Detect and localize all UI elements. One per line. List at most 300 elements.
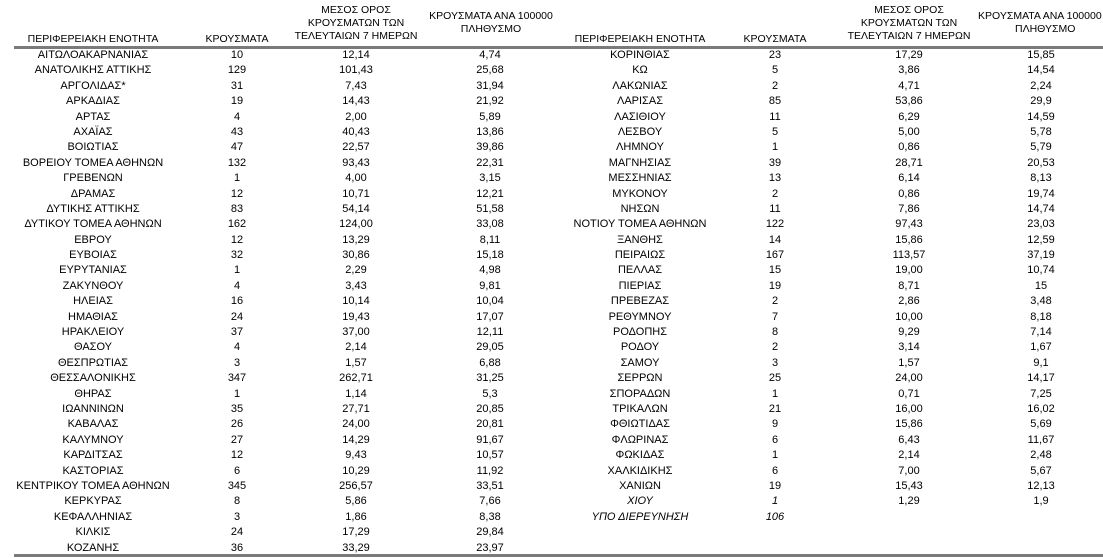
- cell-avg7: 22,57: [342, 141, 370, 154]
- table-row: [0, 294, 1103, 309]
- cell-avg7: 17,29: [895, 49, 923, 61]
- cell-cases: 167: [765, 249, 785, 262]
- header-avg-line3: ΤΕΛΕΥΤΑΙΩΝ 7 ΗΜΕΡΩΝ: [294, 29, 418, 42]
- cell-per100k: 7,14: [1030, 326, 1052, 339]
- cell-region: ΠΡΕΒΕΖΑΣ: [610, 295, 670, 308]
- cell-per100k: 5,67: [1030, 464, 1052, 477]
- header-per100k-line1: ΚΡΟΥΣΜΑΤΑ ΑΝΑ 100000: [429, 10, 553, 22]
- cell-avg7: 40,43: [342, 125, 370, 138]
- cell-avg7: 3,14: [898, 341, 920, 354]
- header-per100k-line2: ΠΛΗΘΥΣΜΟ: [460, 23, 522, 35]
- cell-region: ΑΡΚΑΔΙΑΣ: [66, 95, 120, 108]
- cell-cases: 12: [230, 187, 244, 200]
- table-row: [0, 233, 1103, 248]
- cell-cases: 27: [230, 433, 244, 446]
- cell-region: ΤΡΙΚΑΛΩΝ: [612, 402, 668, 415]
- cell-avg7: 5,86: [345, 495, 367, 508]
- cell-cases: 43: [230, 125, 244, 138]
- cell-cases: 2: [771, 79, 779, 92]
- cell-region: ΙΩΑΝΝΙΝΩΝ: [62, 402, 124, 415]
- cell-avg7: 14,43: [342, 95, 370, 108]
- cell-avg7: 28,71: [895, 156, 923, 169]
- cell-per100k: 5,69: [1030, 418, 1052, 431]
- cell-cases: 32: [230, 249, 244, 262]
- cell-cases: 1: [771, 495, 779, 508]
- cell-region: ΗΡΑΚΛΕΙΟΥ: [61, 326, 125, 339]
- cell-cases: 4: [233, 341, 241, 354]
- table-row: [0, 494, 1103, 509]
- cell-per100k: 5,79: [1030, 141, 1052, 154]
- cell-region: ΘΕΣΠΡΩΤΙΑΣ: [57, 356, 129, 369]
- cell-per100k: 11,92: [476, 464, 504, 477]
- cell-region: ΕΥΒΟΙΑΣ: [69, 249, 117, 262]
- cell-per100k: 1,67: [1030, 341, 1052, 354]
- cell-region: ΛΑΡΙΣΑΣ: [616, 95, 663, 108]
- cell-avg7: 8,71: [898, 279, 920, 292]
- table-row: [0, 187, 1103, 202]
- cell-avg7: 24,00: [342, 418, 370, 431]
- cell-cases: 5: [771, 64, 779, 77]
- cell-avg7: 30,86: [342, 249, 370, 262]
- cell-avg7: 24,00: [895, 372, 923, 385]
- cell-avg7: 1,14: [345, 387, 367, 400]
- cell-cases: 5: [771, 125, 779, 138]
- cell-avg7: 15,43: [895, 479, 923, 492]
- header-cases-label: ΚΡΟΥΣΜΑΤΑ: [205, 33, 269, 45]
- table-row: [0, 217, 1103, 232]
- table-row: [0, 464, 1103, 479]
- table-row: [0, 140, 1103, 155]
- cell-per100k: 2,24: [1030, 79, 1052, 92]
- header-avg-line2: ΚΡΟΥΣΜΑΤΩΝ ΤΩΝ: [860, 16, 958, 29]
- cell-cases: 11: [769, 202, 781, 215]
- cell-avg7: 4,71: [898, 79, 920, 92]
- table-row: [0, 387, 1103, 402]
- cell-region: ΝΟΤΙΟΥ ΤΟΜΕΑ ΑΘΗΝΩΝ: [573, 218, 707, 231]
- cell-per100k: 33,08: [476, 218, 504, 231]
- cell-avg7: 10,29: [342, 464, 370, 477]
- cell-region: ΜΥΚΟΝΟΥ: [612, 187, 668, 200]
- cell-avg7: 6,29: [898, 110, 920, 123]
- cell-cases: 6: [771, 464, 779, 477]
- cell-avg7: 2,86: [898, 295, 920, 308]
- cell-avg7: 1,29: [898, 495, 920, 508]
- cell-per100k: 14,17: [1027, 372, 1055, 385]
- cell-per100k: 7,25: [1030, 387, 1052, 400]
- cell-avg7: 19,00: [895, 264, 923, 277]
- table-row: [0, 325, 1103, 340]
- cell-region: ΚΕΝΤΡΙΚΟΥ ΤΟΜΕΑ ΑΘΗΝΩΝ: [16, 479, 170, 492]
- header-avg-line2: ΚΡΟΥΣΜΑΤΩΝ ΤΩΝ: [307, 16, 405, 29]
- cell-region: ΑΡΤΑΣ: [75, 110, 111, 123]
- cell-cases: 26: [230, 418, 244, 431]
- cell-cases: 25: [768, 372, 782, 385]
- cell-per100k: 20,85: [476, 402, 504, 415]
- cell-per100k: 1,9: [1033, 495, 1049, 508]
- cell-cases: 85: [768, 95, 782, 108]
- cell-cases: 10: [230, 49, 244, 61]
- cell-region: ΠΙΕΡΙΑΣ: [618, 279, 662, 292]
- cell-region: ΘΑΣΟΥ: [73, 341, 113, 354]
- cell-region: ΒΟΙΩΤΙΑΣ: [67, 141, 119, 154]
- cell-avg7: 6,43: [898, 433, 920, 446]
- cell-region: ΦΘΙΩΤΙΔΑΣ: [610, 418, 670, 431]
- cell-region: ΗΛΕΙΑΣ: [73, 295, 113, 308]
- cell-region: ΚΙΛΚΙΣ: [75, 526, 111, 539]
- cell-avg7: 7,00: [898, 464, 920, 477]
- table-row: [0, 202, 1103, 217]
- cell-per100k: 10,74: [1027, 264, 1055, 277]
- left-header-avg7: [286, 0, 426, 46]
- cell-region: ΠΕΙΡΑΙΩΣ: [614, 249, 666, 262]
- left-header-region: [18, 0, 168, 46]
- cell-cases: 31: [230, 79, 244, 92]
- cell-per100k: 17,07: [476, 310, 504, 323]
- cell-cases: 6: [233, 464, 241, 477]
- right-table: [0, 48, 1103, 525]
- cell-cases: 4: [233, 110, 241, 123]
- cell-per100k: 12,13: [1027, 479, 1055, 492]
- cell-per100k: 9,81: [479, 279, 501, 292]
- table-row: [0, 448, 1103, 463]
- cell-cases: 1: [233, 172, 241, 185]
- cell-per100k: 29,84: [476, 526, 504, 539]
- cell-region: ΜΕΣΣΗΝΙΑΣ: [608, 172, 672, 185]
- cell-region: ΚΑΛΥΜΝΟΥ: [62, 433, 124, 446]
- cell-region: ΑΡΓΟΛΙΔΑΣ*: [60, 79, 126, 92]
- cell-per100k: 8,38: [479, 510, 501, 523]
- table-row: [0, 125, 1103, 140]
- cell-avg7: 1,86: [345, 510, 367, 523]
- cell-cases: 1: [233, 264, 241, 277]
- cell-avg7: 7,86: [898, 202, 920, 215]
- cell-cases: 4: [233, 279, 241, 292]
- cell-avg7: 15,86: [895, 233, 923, 246]
- table-row: [0, 417, 1103, 432]
- cell-cases: 3: [771, 356, 779, 369]
- cell-avg7: 113,57: [892, 249, 926, 262]
- cell-cases: 16: [230, 295, 244, 308]
- cell-avg7: 97,43: [895, 218, 923, 231]
- cell-per100k: 4,74: [479, 49, 501, 61]
- table-row: [0, 48, 1103, 63]
- cell-region: ΓΡΕΒΕΝΩΝ: [63, 172, 123, 185]
- cell-per100k: 8,18: [1030, 310, 1052, 323]
- cell-per100k: 37,19: [1027, 249, 1055, 262]
- right-header-per100k: [978, 0, 1103, 46]
- header-per100k-line1: ΚΡΟΥΣΜΑΤΑ ΑΝΑ 100000: [978, 10, 1102, 22]
- cell-per100k: 51,58: [476, 202, 504, 215]
- footer-divider: [14, 554, 1103, 557]
- cell-cases: 2: [771, 295, 779, 308]
- cell-per100k: 9,1: [1033, 356, 1049, 369]
- cell-region: ΚΟΖΑΝΗΣ: [66, 541, 120, 554]
- table-row: [0, 248, 1103, 263]
- cell-region: ΘΗΡΑΣ: [74, 387, 112, 400]
- cell-avg7: 0,86: [898, 187, 920, 200]
- cell-region: ΧΙΟΥ: [627, 495, 653, 508]
- cell-per100k: 12,21: [476, 187, 504, 200]
- cell-per100k: 20,53: [1027, 156, 1055, 169]
- cell-region: ΚΑΣΤΟΡΙΑΣ: [62, 464, 124, 477]
- cell-region: ΛΑΚΩΝΙΑΣ: [612, 79, 668, 92]
- cell-region: ΡΟΔΟΥ: [620, 341, 660, 354]
- cell-cases: 19: [768, 279, 782, 292]
- cell-per100k: 14,74: [1027, 202, 1055, 215]
- cell-region: ΗΜΑΘΙΑΣ: [68, 310, 118, 323]
- cell-per100k: 19,74: [1027, 187, 1055, 200]
- cell-region: ΕΒΡΟΥ: [74, 233, 112, 246]
- left-header-per100k: [430, 0, 552, 46]
- cell-cases: 7: [771, 310, 779, 323]
- cell-per100k: 3,15: [479, 172, 501, 185]
- table-row: [0, 479, 1103, 494]
- cell-avg7: 2,14: [345, 341, 367, 354]
- cell-per100k: 4,98: [479, 264, 501, 277]
- cell-per100k: 8,11: [479, 233, 501, 246]
- header-avg-line1: ΜΕΣΟΣ ΟΡΟΣ: [874, 3, 944, 16]
- cell-per100k: 6,88: [479, 356, 501, 369]
- header-avg-line3: ΤΕΛΕΥΤΑΙΩΝ 7 ΗΜΕΡΩΝ: [847, 29, 971, 42]
- cell-avg7: 16,00: [895, 402, 923, 415]
- table-row: [0, 263, 1103, 278]
- cell-cases: 345: [227, 479, 247, 492]
- table-row: [0, 156, 1103, 171]
- cell-avg7: 101,43: [339, 64, 373, 77]
- cell-avg7: 1,57: [345, 356, 367, 369]
- cell-avg7: 2,00: [345, 110, 367, 123]
- cell-cases: 39: [768, 156, 782, 169]
- cell-avg7: 9,29: [898, 326, 920, 339]
- cell-cases: 1: [771, 141, 779, 154]
- cell-per100k: 15,18: [476, 249, 504, 262]
- cell-per100k: 2,48: [1030, 449, 1052, 462]
- cell-avg7: 124,00: [339, 218, 373, 231]
- cell-region: ΖΑΚΥΝΘΟΥ: [62, 279, 124, 292]
- cell-cases: 8: [233, 495, 241, 508]
- cell-avg7: 6,14: [898, 172, 920, 185]
- cell-avg7: 37,00: [342, 326, 370, 339]
- cell-per100k: 3,48: [1030, 295, 1052, 308]
- cell-per100k: 20,81: [476, 418, 504, 431]
- cell-cases: 1: [771, 449, 779, 462]
- header-per100k-line2: ΠΛΗΘΥΣΜΟ: [1015, 23, 1076, 35]
- cell-per100k: 31,94: [476, 79, 504, 92]
- header-region-label: ΠΕΡΙΦΕΡΕΙΑΚΗ ΕΝΟΤΗΤΑ: [574, 33, 706, 45]
- cell-region: ΧΑΝΙΩΝ: [619, 479, 661, 492]
- cell-cases: 12: [230, 449, 244, 462]
- cell-region: ΑΧΑΪΑΣ: [73, 125, 113, 138]
- cell-avg7: 13,29: [342, 233, 370, 246]
- cell-per100k: 14,59: [1027, 110, 1055, 123]
- cell-cases: 35: [230, 402, 244, 415]
- cell-avg7: 262,71: [339, 372, 373, 385]
- cell-avg7: 2,14: [898, 449, 920, 462]
- cell-cases: 129: [227, 64, 247, 77]
- cell-region: ΝΗΣΩΝ: [620, 202, 660, 215]
- cell-region: ΔΥΤΙΚΗΣ ΑΤΤΙΚΗΣ: [46, 202, 140, 215]
- cell-region: ΡΕΘΥΜΝΟΥ: [608, 310, 672, 323]
- cell-per100k: 23,97: [476, 541, 504, 554]
- cell-cases: 122: [765, 218, 785, 231]
- cell-region: ΕΥΡΥΤΑΝΙΑΣ: [59, 264, 127, 277]
- cell-avg7: 33,29: [342, 541, 370, 554]
- cell-region: ΛΕΣΒΟΥ: [617, 125, 663, 138]
- table-row: [0, 525, 560, 540]
- cell-region: ΠΕΛΛΑΣ: [617, 264, 663, 277]
- cell-region: ΚΕΦΑΛΛΗΝΙΑΣ: [53, 510, 133, 523]
- cell-avg7: 7,43: [345, 79, 367, 92]
- cell-region: ΑΝΑΤΟΛΙΚΗΣ ΑΤΤΙΚΗΣ: [34, 64, 152, 77]
- cell-avg7: 2,29: [345, 264, 367, 277]
- cell-region: ΣΕΡΡΩΝ: [617, 372, 663, 385]
- cell-cases: 13: [768, 172, 782, 185]
- cell-avg7: 0,86: [898, 141, 920, 154]
- cell-region: ΘΕΣΣΑΛΟΝΙΚΗΣ: [50, 372, 136, 385]
- table-row: [0, 510, 1103, 525]
- cell-per100k: 8,13: [1030, 172, 1052, 185]
- cell-cases: 106: [765, 510, 785, 523]
- left-header-cases: [187, 0, 287, 46]
- right-header-region: [565, 0, 715, 46]
- cell-region: ΚΩ: [632, 64, 648, 77]
- cell-per100k: 29,05: [476, 341, 504, 354]
- cell-region: ΚΑΡΔΙΤΣΑΣ: [63, 449, 123, 462]
- cell-region: ΛΑΣΙΘΙΟΥ: [614, 110, 666, 123]
- cell-region: ΔΡΑΜΑΣ: [70, 187, 116, 200]
- cell-per100k: 91,67: [476, 433, 504, 446]
- cell-per100k: 10,57: [476, 449, 504, 462]
- cell-cases: 347: [227, 372, 247, 385]
- cell-per100k: 10,04: [476, 295, 504, 308]
- table-row: [0, 171, 1103, 186]
- cell-cases: 1: [233, 387, 241, 400]
- cell-cases: 132: [227, 156, 247, 169]
- cell-cases: 12: [230, 233, 244, 246]
- cell-per100k: 5,78: [1030, 125, 1052, 138]
- cell-avg7: 12,14: [342, 49, 370, 61]
- cell-region: ΑΙΤΩΛΟΑΚΑΡΝΑΝΙΑΣ: [37, 49, 149, 61]
- cell-per100k: 5,89: [479, 110, 501, 123]
- cell-avg7: 10,00: [895, 310, 923, 323]
- cell-per100k: 5,3: [482, 387, 498, 400]
- cell-cases: 23: [768, 49, 782, 61]
- cell-region: ΜΑΓΝΗΣΙΑΣ: [608, 156, 672, 169]
- cell-avg7: 256,57: [339, 479, 373, 492]
- cell-avg7: 19,43: [342, 310, 370, 323]
- cell-per100k: 14,54: [1027, 64, 1055, 77]
- cell-cases: 9: [771, 418, 779, 431]
- table-row: [0, 63, 1103, 78]
- table-row: [0, 433, 1103, 448]
- cell-per100k: 22,31: [476, 156, 504, 169]
- cell-per100k: 39,86: [476, 141, 504, 154]
- cell-cases: 8: [771, 326, 779, 339]
- cell-region: ΦΩΚΙΔΑΣ: [615, 449, 665, 462]
- cell-per100k: 29,9: [1030, 95, 1052, 108]
- cell-cases: 15: [768, 264, 782, 277]
- cell-region: ΚΑΒΑΛΑΣ: [67, 418, 119, 431]
- cell-cases: 19: [768, 479, 782, 492]
- cell-cases: 3: [233, 510, 241, 523]
- cell-region: ΚΟΡΙΝΘΙΑΣ: [610, 49, 670, 61]
- cell-cases: 83: [230, 202, 244, 215]
- cell-region: ΣΑΜΟΥ: [620, 356, 660, 369]
- cell-cases: 11: [769, 110, 781, 123]
- cell-cases: 24: [230, 310, 244, 323]
- cell-avg7: 10,71: [342, 187, 370, 200]
- right-header-cases: [725, 0, 825, 46]
- cell-per100k: 15: [1034, 279, 1048, 292]
- cell-per100k: 7,66: [479, 495, 501, 508]
- cell-region: ΦΛΩΡΙΝΑΣ: [611, 433, 669, 446]
- cell-region: ΡΟΔΟΠΗΣ: [612, 326, 668, 339]
- cell-avg7: 17,29: [342, 526, 370, 539]
- cell-avg7: 27,71: [342, 402, 370, 415]
- cell-cases: 36: [230, 541, 244, 554]
- cell-per100k: 31,25: [476, 372, 504, 385]
- cell-avg7: 93,43: [342, 156, 370, 169]
- cell-per100k: 12,11: [476, 326, 504, 339]
- cell-avg7: 10,14: [342, 295, 370, 308]
- table-row: [0, 310, 1103, 325]
- cell-cases: 162: [227, 218, 247, 231]
- cell-avg7: 14,29: [342, 433, 370, 446]
- table-row: [0, 94, 1103, 109]
- cell-per100k: 12,59: [1027, 233, 1055, 246]
- header-region-label: ΠΕΡΙΦΕΡΕΙΑΚΗ ΕΝΟΤΗΤΑ: [27, 33, 159, 45]
- table-row: [0, 340, 1103, 355]
- cell-region: ΣΠΟΡΑΔΩΝ: [609, 387, 671, 400]
- table-row: [0, 110, 1103, 125]
- cell-avg7: 3,86: [898, 64, 920, 77]
- cell-avg7: 1,57: [898, 356, 920, 369]
- cell-per100k: 25,68: [476, 64, 504, 77]
- cell-avg7: 5,00: [898, 125, 920, 138]
- cell-cases: 14: [768, 233, 782, 246]
- cell-avg7: 0,71: [898, 387, 920, 400]
- cell-per100k: 11,67: [1027, 433, 1055, 446]
- cell-avg7: 53,86: [895, 95, 923, 108]
- cell-cases: 37: [230, 326, 244, 339]
- cell-per100k: 16,02: [1027, 402, 1055, 415]
- cell-per100k: 21,92: [476, 95, 504, 108]
- cell-cases: 47: [230, 141, 244, 154]
- cell-region: ΒΟΡΕΙΟΥ ΤΟΜΕΑ ΑΘΗΝΩΝ: [22, 156, 164, 169]
- table-row: [0, 279, 1103, 294]
- table-row: [0, 79, 1103, 94]
- cell-cases: 1: [771, 387, 779, 400]
- cell-avg7: 54,14: [342, 202, 370, 215]
- cell-region: ΔΥΤΙΚΟΥ ΤΟΜΕΑ ΑΘΗΝΩΝ: [24, 218, 162, 231]
- cell-cases: 19: [230, 95, 244, 108]
- cell-region: ΥΠΟ ΔΙΕΡΕΥΝΗΣΗ: [591, 510, 689, 523]
- cell-avg7: 4,00: [345, 172, 367, 185]
- table-row: [0, 402, 1103, 417]
- cell-region: ΞΑΝΘΗΣ: [617, 233, 663, 246]
- cell-cases: 6: [771, 433, 779, 446]
- header-avg-line1: ΜΕΣΟΣ ΟΡΟΣ: [321, 3, 391, 16]
- cell-cases: 2: [771, 341, 779, 354]
- cell-per100k: 23,03: [1027, 218, 1055, 231]
- cell-per100k: 13,86: [476, 125, 504, 138]
- header-cases-label: ΚΡΟΥΣΜΑΤΑ: [743, 33, 807, 45]
- cell-per100k: 15,85: [1027, 49, 1055, 61]
- cell-cases: 2: [771, 187, 779, 200]
- cell-cases: 3: [233, 356, 241, 369]
- cell-cases: 21: [768, 402, 782, 415]
- cell-region: ΧΑΛΚΙΔΙΚΗΣ: [607, 464, 673, 477]
